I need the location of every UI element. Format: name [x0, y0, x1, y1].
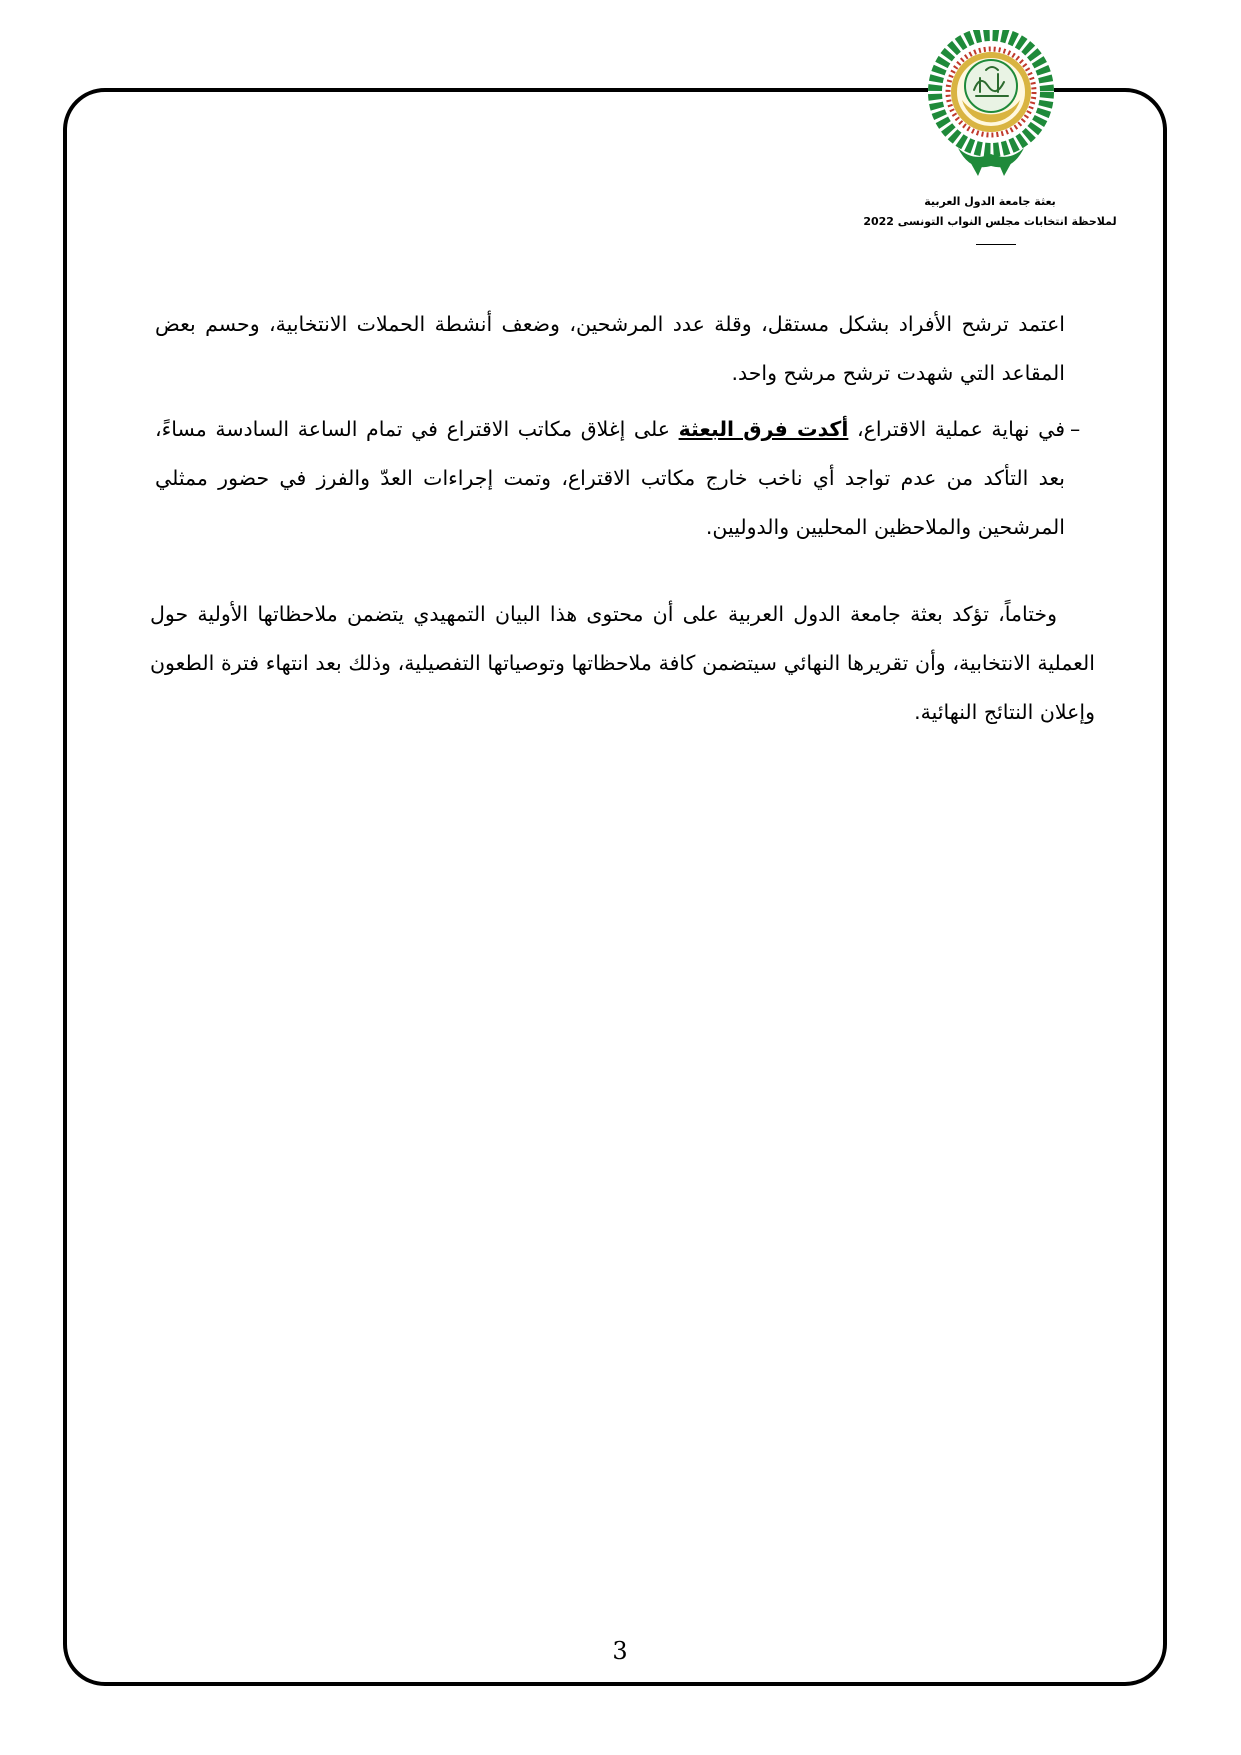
body-paragraph-1: اعتمد ترشح الأفراد بشكل مستقل، وقلة عدد المرشحين، وضعف أنشطة الحملات الانتخابية، وحسم بعض المقاعد التي شهدت ترشح مرشح واحد.	[155, 312, 1065, 385]
page-number: 3	[612, 1637, 628, 1665]
header-mission-title: لملاحظة انتخابات مجلس النواب التونسى 2022	[863, 215, 1117, 228]
header-organization: بعثة جامعة الدول العربية	[924, 195, 1056, 208]
bullet-text-start: في نهاية عملية الاقتراع،	[848, 417, 1065, 441]
header-divider	[976, 244, 1016, 245]
page-header	[850, 192, 1130, 232]
body-bullet-paragraph	[155, 405, 1065, 552]
bullet-dash-marker: –	[1070, 417, 1081, 441]
arab-league-emblem-logo	[928, 30, 1054, 180]
closing-paragraph: وختاماً، تؤكد بعثة جامعة الدول العربية على أن محتوى هذا البيان التمهيدي يتضمن ملاحظاتها الأولية حول العملية الانتخابية، وأن تقريرها النهائي سيتضمن كافة ملاحظاتها وتوصياتها التفصيلية، وذلك بعد انتهاء فترة الطعون وإعلان النتائج النهائية.	[150, 602, 1095, 724]
bullet-text-end: على إغلاق مكاتب الاقتراع في تمام الساعة السادسة مساءً، بعد التأكد من عدم تواجد أي ناخب خارج مكاتب الاقتراع، وتمت إجراءات العدّ والفرز في حضور ممثلي المرشحين والملاحظين المحليين والدوليين.	[155, 417, 1065, 539]
bullet-highlight-phrase: أكدت فرق البعثة	[678, 417, 849, 441]
